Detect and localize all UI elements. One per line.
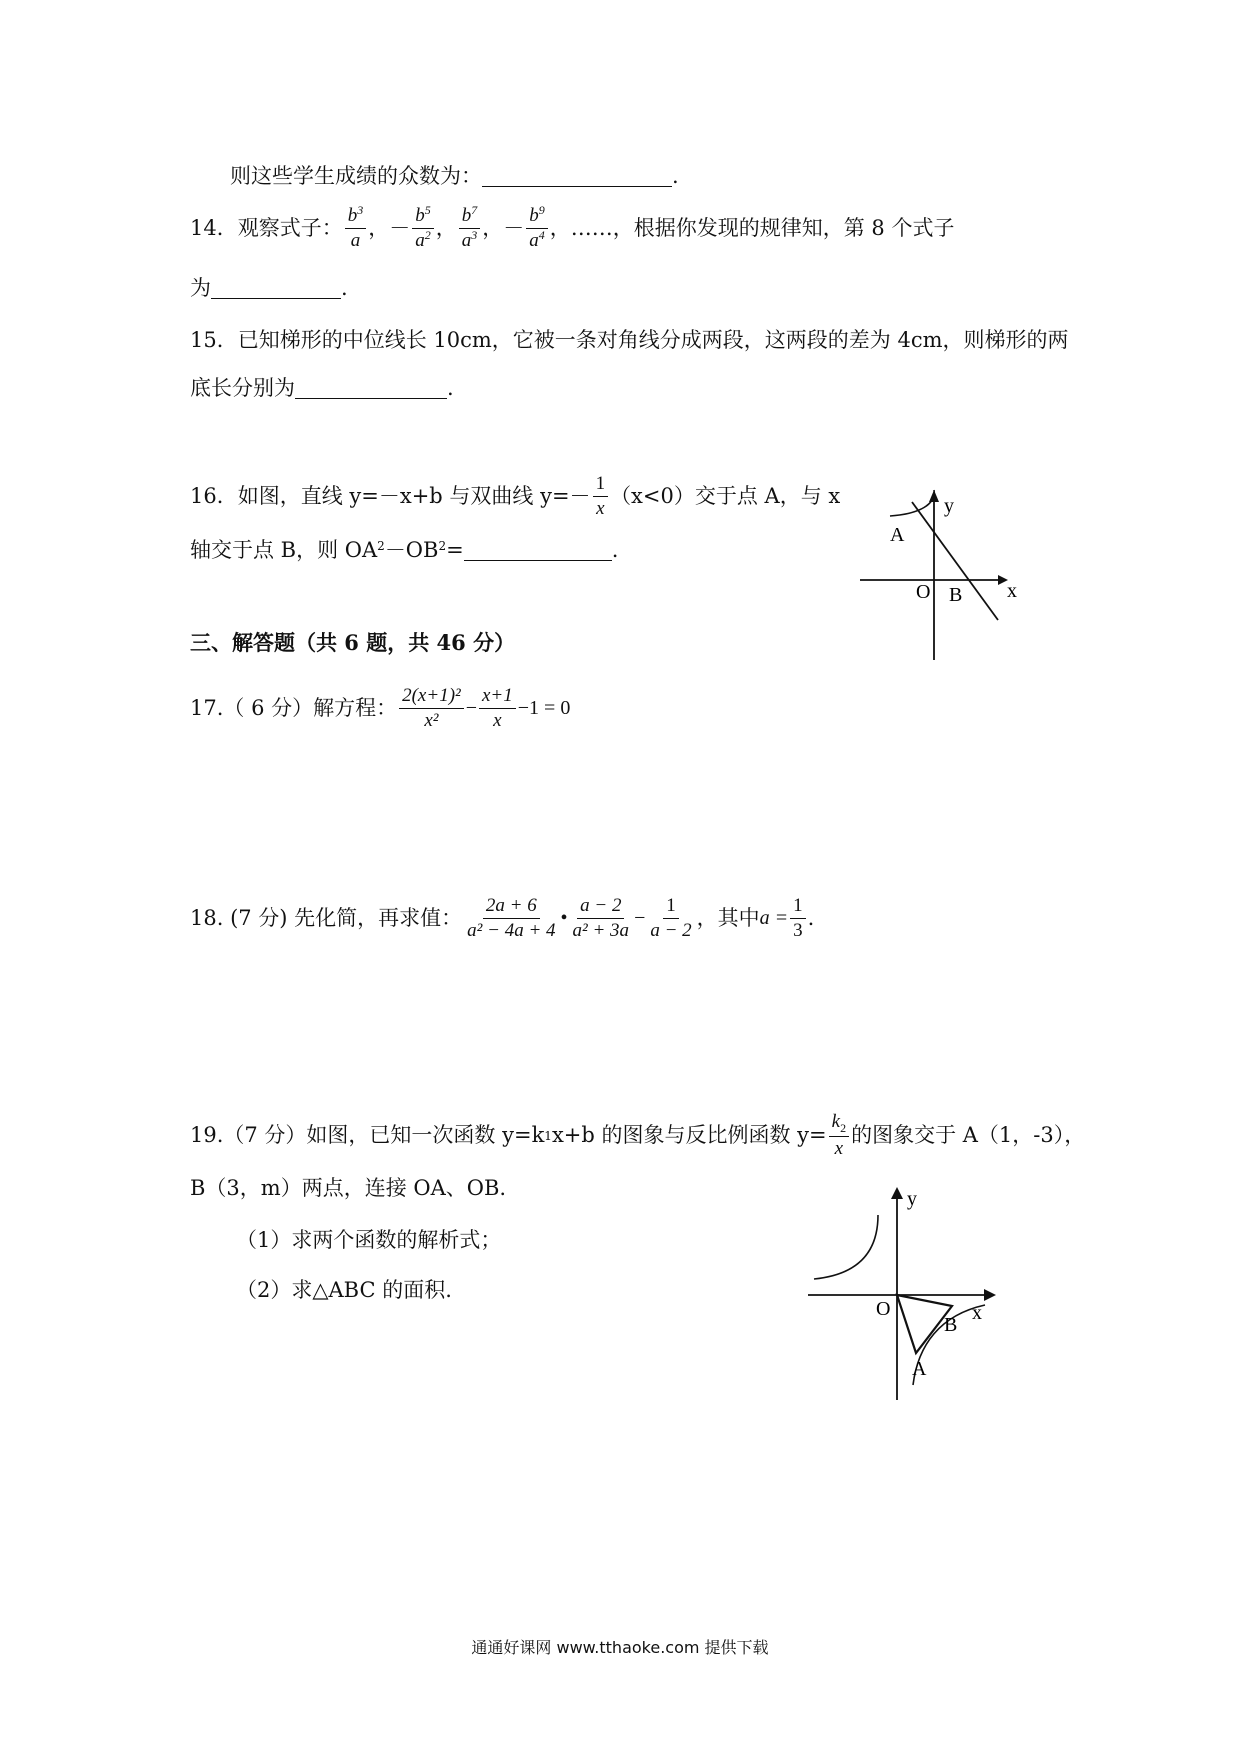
q14-answer-blank xyxy=(211,278,341,299)
q16-label-o: O xyxy=(916,581,931,603)
q19-line1-c: 的图象交于 A（1，-3）， xyxy=(851,1123,1086,1148)
q19-line1-a: 19.（7 分）如图，已知一次函数 y=k xyxy=(190,1123,545,1148)
q14-sep: ， xyxy=(435,215,457,240)
q17-line xyxy=(190,686,570,731)
q15-answer-blank xyxy=(295,378,447,399)
q16-sup2: 2 xyxy=(438,539,447,553)
q13-prefix: 则这些学生成绩的众数为： xyxy=(230,164,482,188)
q14-line2-prefix: 为 xyxy=(190,276,211,300)
q19-label-o: O xyxy=(876,1298,891,1320)
page-footer: 通通好课网 www.tthaoke.com 提供下载 xyxy=(471,1638,769,1657)
q14-term-3: $\frac{b^7}{a^3}$ xyxy=(459,206,481,251)
q18-fraction-2: $\frac{a - 2}{\text{a² + 3a}}$ xyxy=(572,895,630,941)
q14-term-2: $\frac{b^5}{a^2}$ xyxy=(412,206,434,251)
q18-fraction-4: $\frac{1}{3}$ xyxy=(790,896,806,941)
q16-line2-suffix: . xyxy=(611,538,619,562)
q19-figure xyxy=(800,1185,1010,1405)
q16-label-x: x xyxy=(1007,580,1017,602)
q17-minus: − xyxy=(465,697,477,720)
q16-line2 xyxy=(190,540,618,561)
q19-label-b: B xyxy=(944,1314,958,1336)
q19-label-x: x xyxy=(972,1302,982,1324)
q16-answer-blank xyxy=(464,540,612,561)
q19-sub1: 1 xyxy=(544,1128,552,1143)
q15-line2-prefix: 底长分别为 xyxy=(190,376,295,400)
q16-line2-prefix: 轴交于点 B，则 OA xyxy=(190,538,378,562)
q14-sep: ， xyxy=(482,215,504,240)
q19-label-a: A xyxy=(912,1358,927,1380)
q19-line1 xyxy=(190,1112,1085,1159)
q14-sign-4: － xyxy=(503,215,525,240)
q13-line xyxy=(230,166,679,187)
q15-line1: 15．已知梯形的中位线长 10cm，它被一条对角线分成两段，这两段的差为 4cm，则梯形的两 xyxy=(190,328,1069,352)
q14-term-4: $\frac{b^9}{a^4}$ xyxy=(526,206,548,251)
q16-label-y: y xyxy=(944,495,954,517)
q18-dot: • xyxy=(560,907,568,930)
q17-prefix: 17.（ 6 分）解方程： xyxy=(190,695,398,720)
q14-sep: ， xyxy=(549,215,571,240)
q16-line2-mid: －OB xyxy=(384,538,439,562)
q16-sup1: 2 xyxy=(377,539,385,553)
q19-line1-b: x+b 的图象与反比例函数 y= xyxy=(551,1123,827,1148)
q17-tail: −1 = 0 xyxy=(517,697,571,720)
q19-subq1: （1）求两个函数的解析式； xyxy=(236,1228,502,1252)
q16-label-b: B xyxy=(949,584,963,606)
q19-line2: B（3，m）两点，连接 OA、OB. xyxy=(190,1176,507,1200)
q18-mid: ，其中 xyxy=(696,905,760,930)
q19-x-arrow xyxy=(984,1289,996,1301)
q13-answer-blank xyxy=(482,166,672,187)
q14-line1 xyxy=(190,203,955,251)
q19-label-y: y xyxy=(907,1188,917,1210)
q19-fraction: $\frac{k_2}{x}$ xyxy=(829,1112,849,1159)
q14-line2 xyxy=(190,278,348,299)
q16-hyperbola-fraction: $\frac{1}{x}$ xyxy=(593,474,609,519)
q18-minus: − xyxy=(634,907,646,930)
q14-line2-suffix: . xyxy=(341,276,348,300)
q16-line2-eq: = xyxy=(446,538,464,562)
q18-line xyxy=(190,896,814,941)
q14-term-1: $\frac{b^3}{a}$ xyxy=(345,206,367,251)
q19-subq2: （2）求△ABC 的面积. xyxy=(236,1278,452,1302)
q18-fraction-3: $\frac{1}{a - 2}$ xyxy=(650,895,692,941)
q16-line1-a: 16．如图，直线 y=－x+b 与双曲线 y=－ xyxy=(190,483,591,508)
q19-y-arrow xyxy=(891,1187,903,1199)
q19-hyperbola-upper xyxy=(814,1215,878,1279)
q17-fraction-2: $\frac{x+1}{x}$ xyxy=(479,686,516,731)
q16-line1 xyxy=(190,474,840,519)
q14-suffix: ……，根据你发现的规律知，第 8 个式子 xyxy=(570,215,955,240)
q18-end: . xyxy=(807,905,815,930)
q15-line2-suffix: . xyxy=(447,376,454,400)
section3-title: 三、解答题（共 6 题，共 46 分） xyxy=(190,630,516,655)
q14-sign-2: － xyxy=(389,215,411,240)
q18-prefix: 18. (7 分) 先化简，再求值： xyxy=(190,905,463,930)
q18-var: a = xyxy=(759,907,789,930)
q18-fraction-1: $\frac{2a + 6}{\text{a² − 4a + 4}}$ xyxy=(467,895,556,941)
q16-label-a: A xyxy=(890,524,905,546)
q15-line2 xyxy=(190,378,454,399)
q16-figure xyxy=(850,480,1030,670)
q14-sep: ， xyxy=(368,215,390,240)
q14-prefix: 14．观察式子： xyxy=(190,215,343,240)
q17-fraction-1: $\frac{\text{2(x+1)²}}{\text{x²}}$ xyxy=(399,686,464,731)
q16-line1-b: （x<0）交于点 A，与 x xyxy=(610,483,841,508)
q13-suffix: . xyxy=(672,164,679,188)
